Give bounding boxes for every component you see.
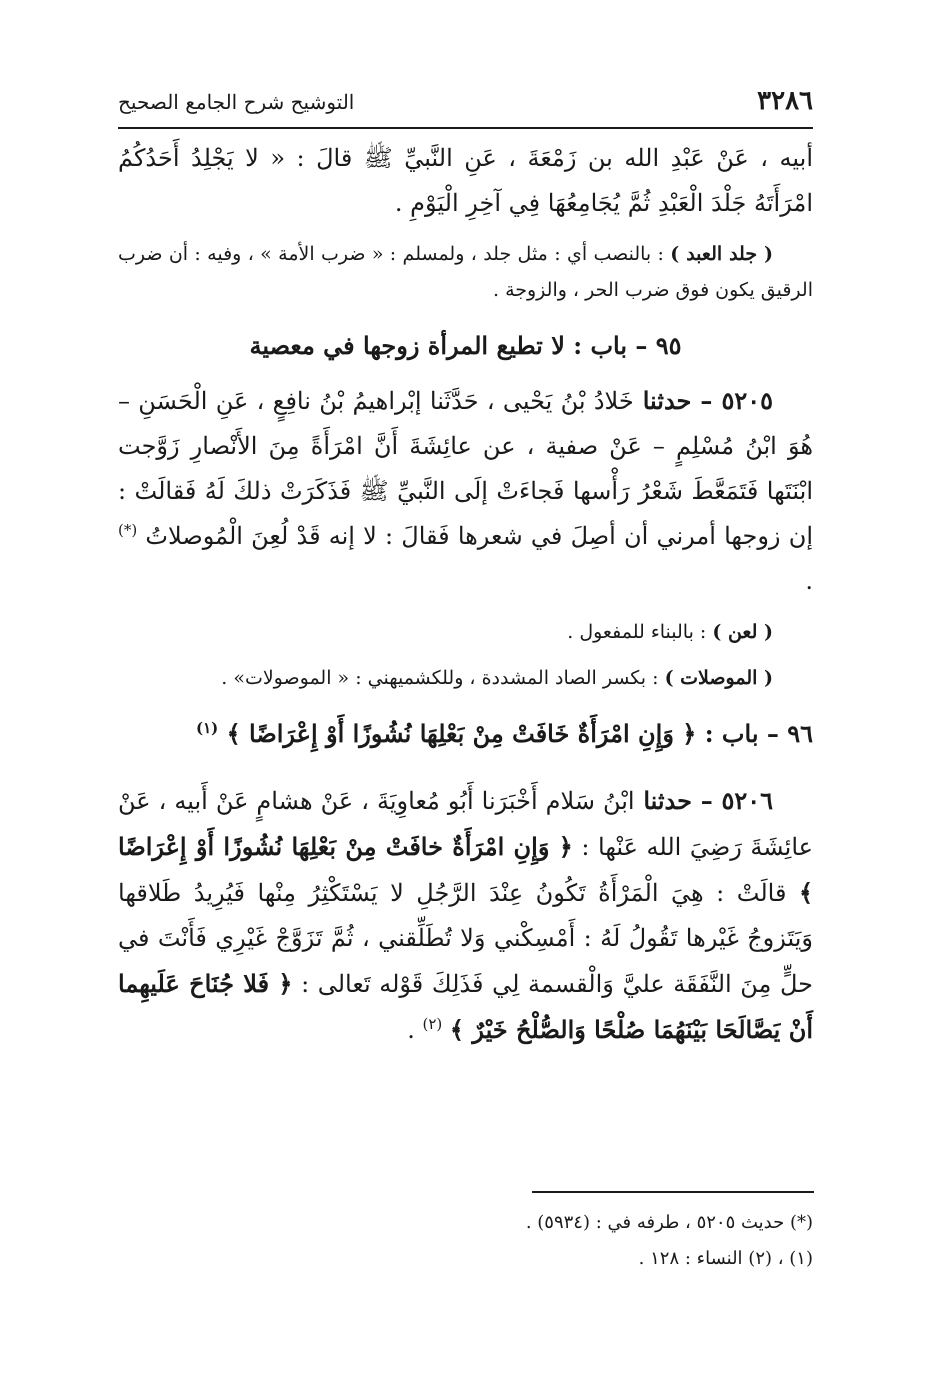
page-number: ٣٢٨٦ bbox=[757, 86, 813, 116]
commentary-text: : بالبناء للمفعول . bbox=[567, 621, 713, 643]
quran-verse: ﴿ فَلا جُنَاحَ عَلَيهِما أَنْ يَصَّالَحَا بَيْنَهُمَا صُلْحًا وَالصُّلْحُ خَيْرٌ ﴾ bbox=[118, 969, 813, 1044]
hadith-number: ٥٢٠٦ bbox=[721, 786, 774, 815]
hadith-text: خَلادُ بْنُ يَحْيى ، حَدَّثَنا إبْراهيمُ بْنُ نافِعٍ ، عَنِ الْحَسَنِ – هُوَ ابْنُ مُسْلِمٍ – عَنْ صفية ، عن عائِشَةَ أَنَّ امْرَأَةً مِنَ الأَنْصارِ زَوَّجت ابْنَتَها فَتَمَعَّطَ شَعْرُ رَأْسها فَجاءَتْ إلَى النَّبيِّ ﷺ فَذَكَرَتْ ذلكَ لَهُ فَقالَتْ : إن زوجها أمرني أن أصِلَ في شعرها فَقالَ : لا إنه قَدْ لُعِنَ الْمُوصلاتُ bbox=[118, 387, 813, 550]
main-text bbox=[118, 136, 813, 1053]
quran-verse: ﴿ وَإِنِ امْرَأَةٌ خافَتْ مِنْ بَعْلِهَا نُشُوزًا أَوْ إِعْرَاضًا ﴾ bbox=[118, 832, 813, 907]
commentary-note bbox=[118, 614, 813, 650]
commentary-term: ( جلد العبد ) bbox=[670, 243, 773, 265]
hadith-number: ٥٢٠٥ bbox=[721, 386, 774, 415]
header-rule bbox=[118, 127, 813, 129]
hadith-5206: ٥٢٠٦ – حدثنا ابْنُ سَلام أَخْبَرَنا أَبُو مُعاوِيَةَ ، عَنْ هشامٍ عَنْ أَبيه ، عَنْ عائِشَةَ رَضِيَ الله عَنْها : ﴿ وَإِنِ امْرَأَةٌ خافَتْ مِنْ بَعْلِهَا نُشُوزًا أَوْ إِعْرَاضًا ﴾ قالَتْ : هِيَ الْمَرْأَةُ تَكُونُ عِنْدَ الرَّجُلِ لا يَسْتَكْثِرُ مِنْها فَيُرِيدُ طَلاقها وَيَتَزوجُ غَيْرها تَقُولُ لَهُ : أَمْسِكْني وَلا تُطَلِّقني ، ثُمَّ تَزَوَّجْ غَيْرِي فَأَنْتَ في حلٍّ مِنَ النَّفَقَة عليَّ وَالْقسمة لِي فَذَلِكَ قَوْله تَعالى : ﴿ فَلا جُنَاحَ عَلَيهِما أَنْ يَصَّالَحَا بَيْنَهُمَا صُلْحًا وَالصُّلْحُ خَيْرٌ ﴾ $^{(٢)}$ . bbox=[118, 786, 813, 1044]
footnote: (*) حديث ٥٢٠٥ ، طرفه في : (٥٩٣٤) . bbox=[525, 1212, 813, 1233]
footnote-marker: (٢) bbox=[422, 1015, 443, 1033]
commentary-note bbox=[118, 660, 813, 696]
footnote-rule bbox=[532, 1191, 814, 1193]
commentary-term: ( لعن ) bbox=[712, 621, 773, 643]
footnotes bbox=[118, 1205, 813, 1277]
running-title: التوشيح شرح الجامع الصحيح bbox=[118, 90, 355, 114]
footnote: (١) ، (٢) النساء : ١٢٨ . bbox=[638, 1248, 813, 1269]
hadith-continuation: أبيه ، عَنْ عَبْدِ الله بن زَمْعَةَ ، عَنِ النَّبيِّ ﷺ قالَ : « لا يَجْلِدُ أَحَدُكُمُ امْرَأَتَهُ جَلْدَ الْعَبْدِ ثُمَّ يُجَامِعُهَا فِي آخِرِ الْيَوْمِ . bbox=[118, 144, 813, 217]
commentary-text: : بكسر الصاد المشددة ، وللكشميهني : « الموصولات» . bbox=[221, 667, 665, 689]
commentary-text: : بالنصب أي : مثل جلد ، ولمسلم : « ضرب الأمة » ، وفيه : أن ضرب الرقيق يكون فوق ضرب الحر ، والزوجة . bbox=[118, 243, 813, 301]
footnote-marker: (*) bbox=[118, 521, 138, 539]
hadith-text: ابْنُ سَلام أَخْبَرَنا أَبُو مُعاوِيَةَ ، عَنْ هشامٍ عَنْ أَبيه ، عَنْ عائِشَةَ رَضِيَ الله عَنْها : bbox=[118, 787, 813, 861]
hadith-5205: ٥٢٠٥ – حدثنا خَلادُ بْنُ يَحْيى ، حَدَّثَنا إبْراهيمُ بْنُ نافِعٍ ، عَنِ الْحَسَنِ – هُوَ ابْنُ مُسْلِمٍ – عَنْ صفية ، عن عائِشَةَ أَنَّ امْرَأَةً مِنَ الأَنْصارِ زَوَّجت ابْنَتَها فَتَمَعَّطَ شَعْرُ رَأْسها فَجاءَتْ إلَى النَّبيِّ ﷺ فَذَكَرَتْ ذلكَ لَهُ فَقالَتْ : إن زوجها أمرني أن أصِلَ في شعرها فَقالَ : لا إنه قَدْ لُعِنَ الْمُوصلاتُ (*) . bbox=[118, 386, 813, 595]
quran-verse: ﴿ وَإِنِ امْرَأَةٌ خَافَتْ مِنْ بَعْلِهَا نُشُوزًا أَوْ إِعْرَاضًا ﴾ bbox=[226, 719, 697, 748]
chapter-heading: ٩٥ – باب : لا تطيع المرأة زوجها في معصية bbox=[249, 331, 682, 360]
chapter-heading: ٩٦ – باب : ﴿ وَإِنِ امْرَأَةٌ خَافَتْ مِنْ بَعْلِهَا نُشُوزًا أَوْ إِعْرَاضًا ﴾ $^{(١)}$ bbox=[196, 719, 813, 748]
commentary-note bbox=[118, 236, 813, 308]
hadith-text: قالَتْ : هِيَ الْمَرْأَةُ تَكُونُ عِنْدَ الرَّجُلِ لا يَسْتَكْثِرُ مِنْها فَيُرِيدُ طَلاقها وَيَتَزوجُ غَيْرها تَقُولُ لَهُ : أَمْسِكْني وَلا تُطَلِّقني ، ثُمَّ تَزَوَّجْ غَيْرِي فَأَنْتَ في حلٍّ مِنَ النَّفَقَة عليَّ وَالْقسمة لِي فَذَلِكَ قَوْله تَعالى : bbox=[118, 879, 813, 998]
page-header bbox=[118, 82, 813, 122]
footnote-marker: (١) bbox=[196, 719, 219, 737]
commentary-term: ( الموصلات ) bbox=[664, 667, 773, 689]
